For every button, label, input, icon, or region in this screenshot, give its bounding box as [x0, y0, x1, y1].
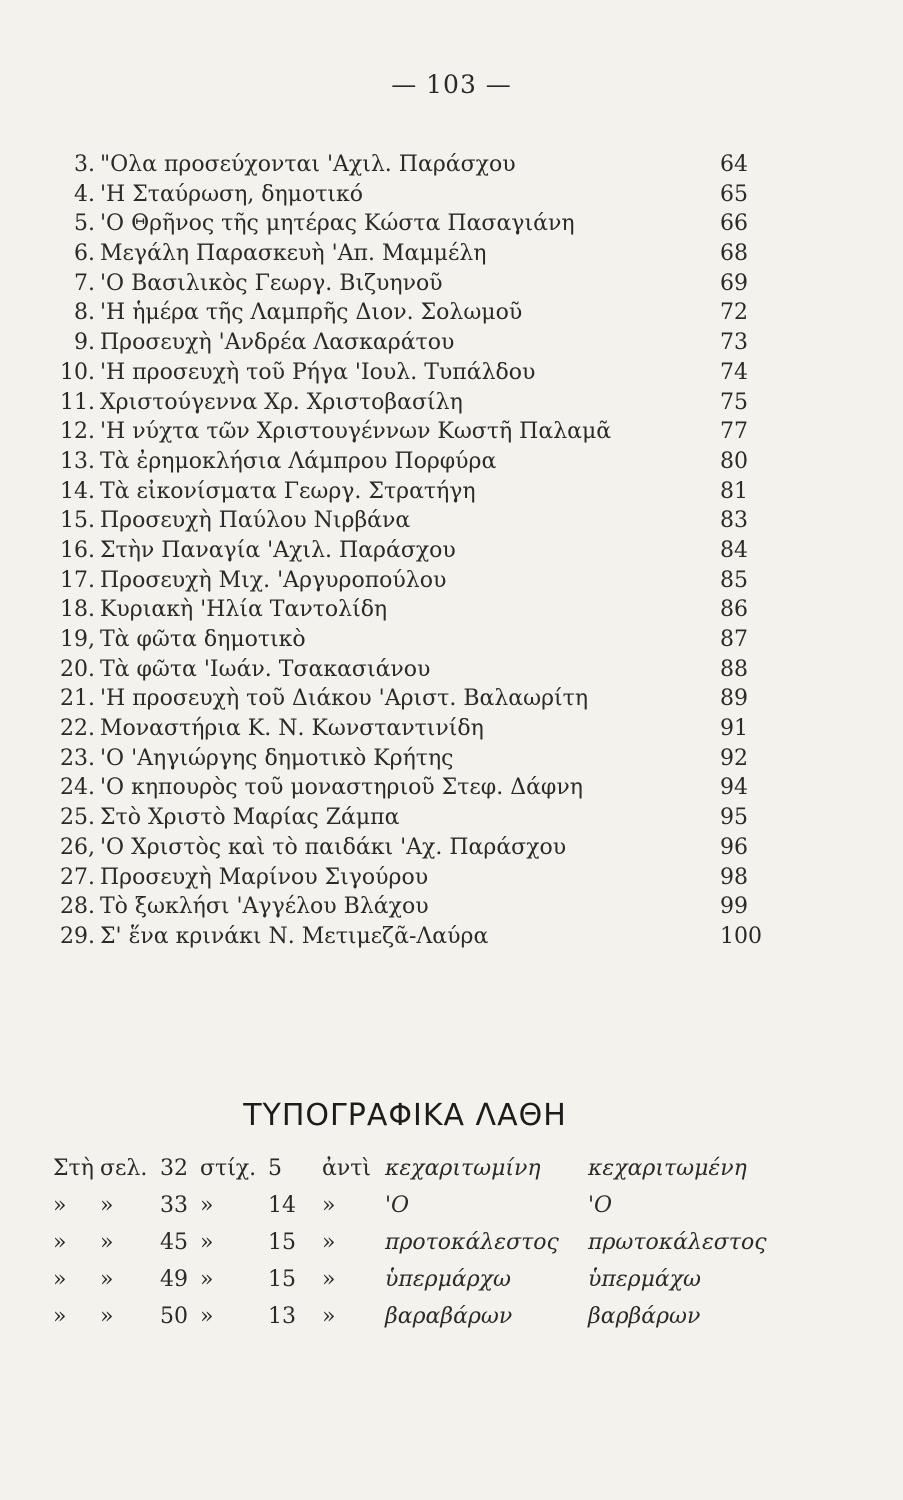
- toc-entry-title: 'Ο 'Αηγιώργης δημοτικὸ Κρήτης: [100, 745, 454, 771]
- toc-entry-number: 8.: [74, 300, 95, 326]
- toc-entry-number: 17.: [60, 567, 95, 593]
- errata-line: 5: [268, 1156, 282, 1181]
- errata-col-4: »: [200, 1304, 214, 1329]
- errata-row: [0, 1187, 903, 1224]
- errata-page: 32: [160, 1156, 188, 1181]
- toc-entry-title: Τὰ φῶτα δημοτικὸ: [100, 627, 306, 652]
- toc-entry: [55, 744, 775, 774]
- toc-entry-number: 13.: [60, 448, 95, 474]
- toc-entry-title: Χριστούγεννα Χρ. Χριστοβασίλη: [100, 389, 463, 415]
- errata-title: ΤΥΠΟΓΡΑΦΙΚΑ ΛΑΘΗ: [243, 1098, 567, 1133]
- toc-entry-page: 91: [720, 716, 748, 742]
- toc-entry-page: 74: [720, 359, 748, 385]
- toc-entry-page: 94: [720, 775, 748, 801]
- errata-col-6: »: [322, 1304, 336, 1329]
- errata-col-1: »: [53, 1193, 67, 1218]
- toc-entry-number: 15.: [60, 508, 95, 534]
- toc-entry-number: 26,: [60, 834, 95, 860]
- toc-entry: [55, 773, 775, 803]
- toc-entry-title: 'Η ἡμέρα τῆς Λαμπρῆς Διον. Σολωμοῦ: [100, 300, 523, 326]
- errata-col-4: »: [200, 1267, 214, 1292]
- toc-entry-title: Προσευχὴ Παύλου Νιρβάνα: [100, 508, 411, 534]
- toc-entry-title: Μεγάλη Παρασκευὴ 'Απ. Μαμμέλη: [100, 241, 487, 267]
- errata-line: 15: [268, 1267, 296, 1292]
- toc-entry: [55, 684, 775, 714]
- errata-col-2: σελ.: [100, 1156, 148, 1181]
- toc-entry-title: Στὴν Παναγία 'Αχιλ. Παράσχου: [100, 537, 456, 563]
- toc-entry: [55, 922, 775, 952]
- toc-entry-title: Κυριακὴ 'Ηλία Ταντολίδη: [100, 597, 388, 623]
- toc-entry-page: 98: [720, 864, 748, 890]
- toc-entry: [55, 655, 775, 685]
- toc-entry-page: 85: [720, 567, 748, 593]
- toc-entry-page: 89: [720, 686, 748, 712]
- toc-entry: [55, 595, 775, 625]
- toc-entry-title: Τὰ εἰκονίσματα Γεωργ. Στρατήγη: [100, 478, 476, 504]
- errata-right: πρωτοκάλεστος: [588, 1230, 767, 1255]
- toc-entry: [55, 892, 775, 922]
- errata-wrong: 'Ο: [385, 1193, 410, 1218]
- errata-page: 45: [160, 1230, 188, 1255]
- errata-col-1: »: [53, 1230, 67, 1255]
- toc-entry-page: 65: [720, 181, 748, 207]
- errata-row: [0, 1298, 903, 1335]
- errata-row: [0, 1150, 903, 1187]
- errata-wrong: βαραβάρων: [385, 1304, 513, 1329]
- toc-entry-page: 83: [720, 508, 748, 534]
- toc-entry-number: 14.: [60, 478, 95, 504]
- toc-entry-title: Προσευχὴ 'Ανδρέα Λασκαράτου: [100, 330, 455, 356]
- toc-entry-title: 'Η προσευχὴ τοῦ Ρήγα 'Ιουλ. Τυπάλδου: [100, 359, 536, 385]
- errata-row: [0, 1224, 903, 1261]
- errata-col-4: »: [200, 1193, 214, 1218]
- errata-col-6: ἀντὶ: [322, 1156, 372, 1181]
- toc-entry-page: 64: [720, 152, 748, 177]
- toc-entry-title: 'Η Σταύρωση, δημοτικό: [100, 181, 364, 207]
- errata-line: 13: [268, 1304, 296, 1329]
- toc-entry-number: 28.: [60, 894, 95, 920]
- errata-page: 49: [160, 1267, 188, 1292]
- toc-entry: [55, 239, 775, 269]
- toc-entry-number: 20.: [60, 656, 95, 682]
- toc-entry-number: 4.: [74, 181, 95, 207]
- toc-entry-page: 84: [720, 537, 748, 563]
- toc-entry-title: 'Ο Χριστὸς καὶ τὸ παιδάκι 'Αχ. Παράσχου: [100, 834, 567, 860]
- toc-entry-page: 96: [720, 834, 748, 860]
- toc-entry: [55, 625, 775, 655]
- toc-entry-title: Τὰ ἐρημοκλήσια Λάμπρου Πορφύρα: [100, 448, 497, 474]
- errata-col-2: »: [100, 1267, 114, 1292]
- errata-col-1: »: [53, 1267, 67, 1292]
- toc-entry-number: 9.: [74, 330, 95, 356]
- errata-col-1: Στὴ: [53, 1156, 94, 1181]
- toc-entry-page: 88: [720, 656, 748, 682]
- toc-entry-number: 22.: [60, 716, 95, 742]
- toc-entry: [55, 180, 775, 210]
- toc-entry-title: Προσευχὴ Μιχ. 'Αργυροπούλου: [100, 567, 447, 593]
- toc-entry-page: 72: [720, 300, 748, 326]
- toc-entry-title: Τὰ φῶτα 'Ιωάν. Τσακασιάνου: [100, 656, 431, 682]
- toc-entry-title: Στὸ Χριστὸ Μαρίας Ζάμπα: [100, 805, 400, 831]
- errata-col-6: »: [322, 1193, 336, 1218]
- errata-page: 50: [160, 1304, 188, 1329]
- toc-entry-title: 'Ο Βασιλικὸς Γεωργ. Βιζυηνοῦ: [100, 270, 443, 296]
- toc-entry-page: 77: [720, 419, 748, 445]
- toc-entry-number: 29.: [60, 923, 95, 949]
- toc-entry: [55, 506, 775, 536]
- toc-entry-page: 69: [720, 270, 748, 296]
- toc-entry-page: 95: [720, 805, 748, 831]
- errata-page: 33: [160, 1193, 188, 1218]
- toc-entry: [55, 714, 775, 744]
- errata-col-2: »: [100, 1193, 114, 1218]
- toc-entry: [55, 388, 775, 418]
- errata-col-4: στίχ.: [200, 1156, 257, 1181]
- toc-entry: [55, 269, 775, 299]
- page-number: — 103 —: [391, 70, 512, 99]
- toc-entry-page: 66: [720, 211, 748, 237]
- toc-entry: [55, 358, 775, 388]
- toc-entry: [55, 536, 775, 566]
- errata-line: 14: [268, 1193, 296, 1218]
- toc-entry: [55, 803, 775, 833]
- errata-wrong: κεχαριτωμίνη: [385, 1156, 541, 1181]
- toc-entry-number: 3.: [74, 152, 95, 177]
- toc-entry: [55, 477, 775, 507]
- toc-entry-page: 86: [720, 597, 748, 623]
- toc-entry: [55, 209, 775, 239]
- errata-line: 15: [268, 1230, 296, 1255]
- toc-entry: [55, 150, 775, 180]
- toc-entry-page: 100: [720, 923, 762, 949]
- toc-entry-number: 6.: [74, 241, 95, 267]
- toc-entry-number: 10.: [60, 359, 95, 385]
- errata-col-2: »: [100, 1304, 114, 1329]
- errata-col-6: »: [322, 1267, 336, 1292]
- toc-entry-title: Τὸ ξωκλήσι 'Αγγέλου Βλάχου: [100, 894, 429, 920]
- toc-entry: [55, 298, 775, 328]
- toc-entry: [55, 328, 775, 358]
- toc-entry-number: 7.: [74, 270, 95, 296]
- errata-col-1: »: [53, 1304, 67, 1329]
- toc-entry-page: 81: [720, 478, 748, 504]
- toc-entry: [55, 447, 775, 477]
- toc-entry-number: 23.: [60, 745, 95, 771]
- toc-entry-page: 99: [720, 894, 748, 920]
- errata-wrong: ὑπερμάρχω: [385, 1267, 511, 1292]
- toc-entry-title: 'Η προσευχὴ τοῦ Διάκου 'Αριστ. Βαλαωρίτη: [100, 686, 589, 712]
- toc-entry-title: 'Ο Θρῆνος τῆς μητέρας Κώστα Πασαγιάνη: [100, 211, 575, 237]
- toc-entry-title: Σ' ἕνα κρινάκι Ν. Μετιμεζᾶ-Λαύρα: [100, 923, 489, 949]
- toc-entry-title: Μοναστήρια Κ. Ν. Κωνσταντινίδη: [100, 716, 484, 742]
- toc-entry-number: 18.: [60, 597, 95, 623]
- toc-entry-title: "Ολα προσεύχονται 'Αχιλ. Παράσχου: [100, 152, 516, 177]
- errata-right: 'Ο: [588, 1193, 613, 1218]
- toc-entry-number: 5.: [74, 211, 95, 237]
- toc-entry: [55, 566, 775, 596]
- toc-entry-number: 27.: [60, 864, 95, 890]
- toc-entry-number: 19,: [60, 627, 95, 652]
- errata-table: [0, 1150, 903, 1335]
- table-of-contents: [55, 150, 775, 952]
- errata-col-4: »: [200, 1230, 214, 1255]
- errata-row: [0, 1261, 903, 1298]
- errata-wrong: προτοκάλεστος: [385, 1230, 559, 1255]
- toc-entry: [55, 833, 775, 863]
- toc-entry-title: 'Η νύχτα τῶν Χριστουγέννων Κωστῆ Παλαμᾶ: [100, 419, 612, 445]
- toc-entry-title: 'Ο κηπουρὸς τοῦ μοναστηριοῦ Στεφ. Δάφνη: [100, 775, 583, 801]
- errata-right: ὑπερμάχω: [588, 1267, 701, 1292]
- toc-entry: [55, 863, 775, 893]
- toc-entry-number: 12.: [60, 419, 95, 445]
- toc-entry-title: Προσευχὴ Μαρίνου Σιγούρου: [100, 864, 429, 890]
- toc-entry-number: 16.: [60, 537, 95, 563]
- errata-col-2: »: [100, 1230, 114, 1255]
- toc-entry: [55, 417, 775, 447]
- toc-entry-page: 92: [720, 745, 748, 771]
- toc-entry-number: 24.: [60, 775, 95, 801]
- toc-entry-page: 73: [720, 330, 748, 356]
- errata-right: βαρβάρων: [588, 1304, 701, 1329]
- toc-entry-page: 75: [720, 389, 748, 415]
- errata-right: κεχαριτωμένη: [588, 1156, 747, 1181]
- errata-col-6: »: [322, 1230, 336, 1255]
- toc-entry-number: 25.: [60, 805, 95, 831]
- toc-entry-page: 80: [720, 448, 748, 474]
- toc-entry-page: 87: [720, 627, 748, 652]
- toc-entry-number: 21.: [60, 686, 95, 712]
- toc-entry-number: 11.: [60, 389, 95, 415]
- toc-entry-page: 68: [720, 241, 748, 267]
